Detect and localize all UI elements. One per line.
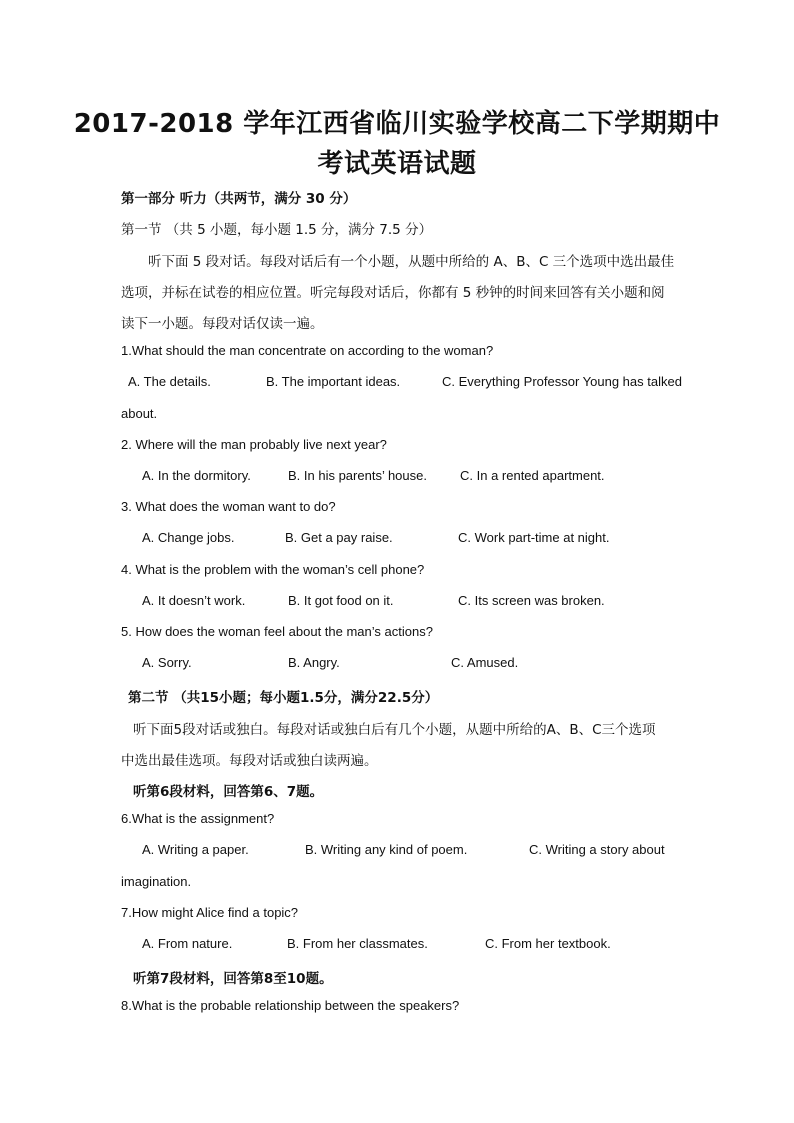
question-5: 5. How does the woman feel about the man’s actions? <box>121 624 433 639</box>
exam-title-line1: 2017-2018 学年江西省临川实验学校高二下学期期中 <box>73 109 721 139</box>
material-6-heading: 听第6段材料，回答第6、7题。 <box>133 784 324 800</box>
question-3-option-a: A. Change jobs. <box>142 530 235 545</box>
question-1-option-b: B. The important ideas. <box>266 374 401 389</box>
question-2-option-c: C. In a rented apartment. <box>460 468 605 483</box>
section1-heading: 第一节 （共 5 小题，每小题 1.5 分，满分 7.5 分） <box>121 222 433 238</box>
question-2-option-b: B. In his parents’ house. <box>288 468 427 483</box>
section2-heading: 第二节 （共15小题；每小题1.5分，满分22.5分） <box>128 690 439 706</box>
question-3: 3. What does the woman want to do? <box>121 499 336 514</box>
part1-heading: 第一部分 听力（共两节，满分 30 分） <box>121 191 357 207</box>
question-7-option-c: C. From her textbook. <box>485 936 611 951</box>
question-4-option-a: A. It doesn’t work. <box>142 593 246 608</box>
section1-instruction-3: 读下一小题。每段对话仅读一遍。 <box>121 316 324 332</box>
exam-title-line2: 考试英语试题 <box>317 149 477 179</box>
question-1-option-a: A. The details. <box>128 374 211 389</box>
question-4: 4. What is the problem with the woman’s cell phone? <box>121 562 425 577</box>
question-7: 7.How might Alice find a topic? <box>121 905 299 920</box>
question-2: 2. Where will the man probably live next year? <box>121 437 387 452</box>
section1-instruction-1: 听下面 5 段对话。每段对话后有一个小题，从题中所给的 A、B、C 三个选项中选出最佳 <box>148 254 675 270</box>
question-5-option-b: B. Angry. <box>288 655 340 670</box>
question-4-option-b: B. It got food on it. <box>288 593 394 608</box>
question-3-option-b: B. Get a pay raise. <box>285 530 393 545</box>
question-6-option-b: B. Writing any kind of poem. <box>305 842 468 857</box>
question-6-option-a: A. Writing a paper. <box>142 842 249 857</box>
question-6-option-c-cont: imagination. <box>121 874 192 889</box>
question-8: 8.What is the probable relationship between the speakers? <box>121 998 460 1013</box>
question-7-option-b: B. From her classmates. <box>287 936 428 951</box>
question-1: 1.What should the man concentrate on according to the woman? <box>121 343 494 358</box>
question-2-option-a: A. In the dormitory. <box>142 468 251 483</box>
section2-instruction-1: 听下面5段对话或独白。每段对话或独白后有几个小题，从题中所给的A、B、C三个选项 <box>133 722 656 738</box>
question-7-option-a: A. From nature. <box>142 936 233 951</box>
material-7-heading: 听第7段材料，回答第8至10题。 <box>133 971 333 987</box>
question-1-option-c: C. Everything Professor Young has talked <box>442 374 682 389</box>
section1-instruction-2: 选项，并标在试卷的相应位置。听完每段对话后，你都有 5 秒钟的时间来回答有关小题和阅 <box>121 285 665 301</box>
section2-instruction-2: 中选出最佳选项。每段对话或独白读两遍。 <box>121 753 378 769</box>
question-6: 6.What is the assignment? <box>121 811 275 826</box>
question-5-option-c: C. Amused. <box>451 655 519 670</box>
question-5-option-a: A. Sorry. <box>142 655 192 670</box>
question-1-option-c-cont: about. <box>121 406 158 421</box>
question-3-option-c: C. Work part-time at night. <box>458 530 610 545</box>
question-6-option-c: C. Writing a story about <box>529 842 665 857</box>
question-4-option-c: C. Its screen was broken. <box>458 593 605 608</box>
